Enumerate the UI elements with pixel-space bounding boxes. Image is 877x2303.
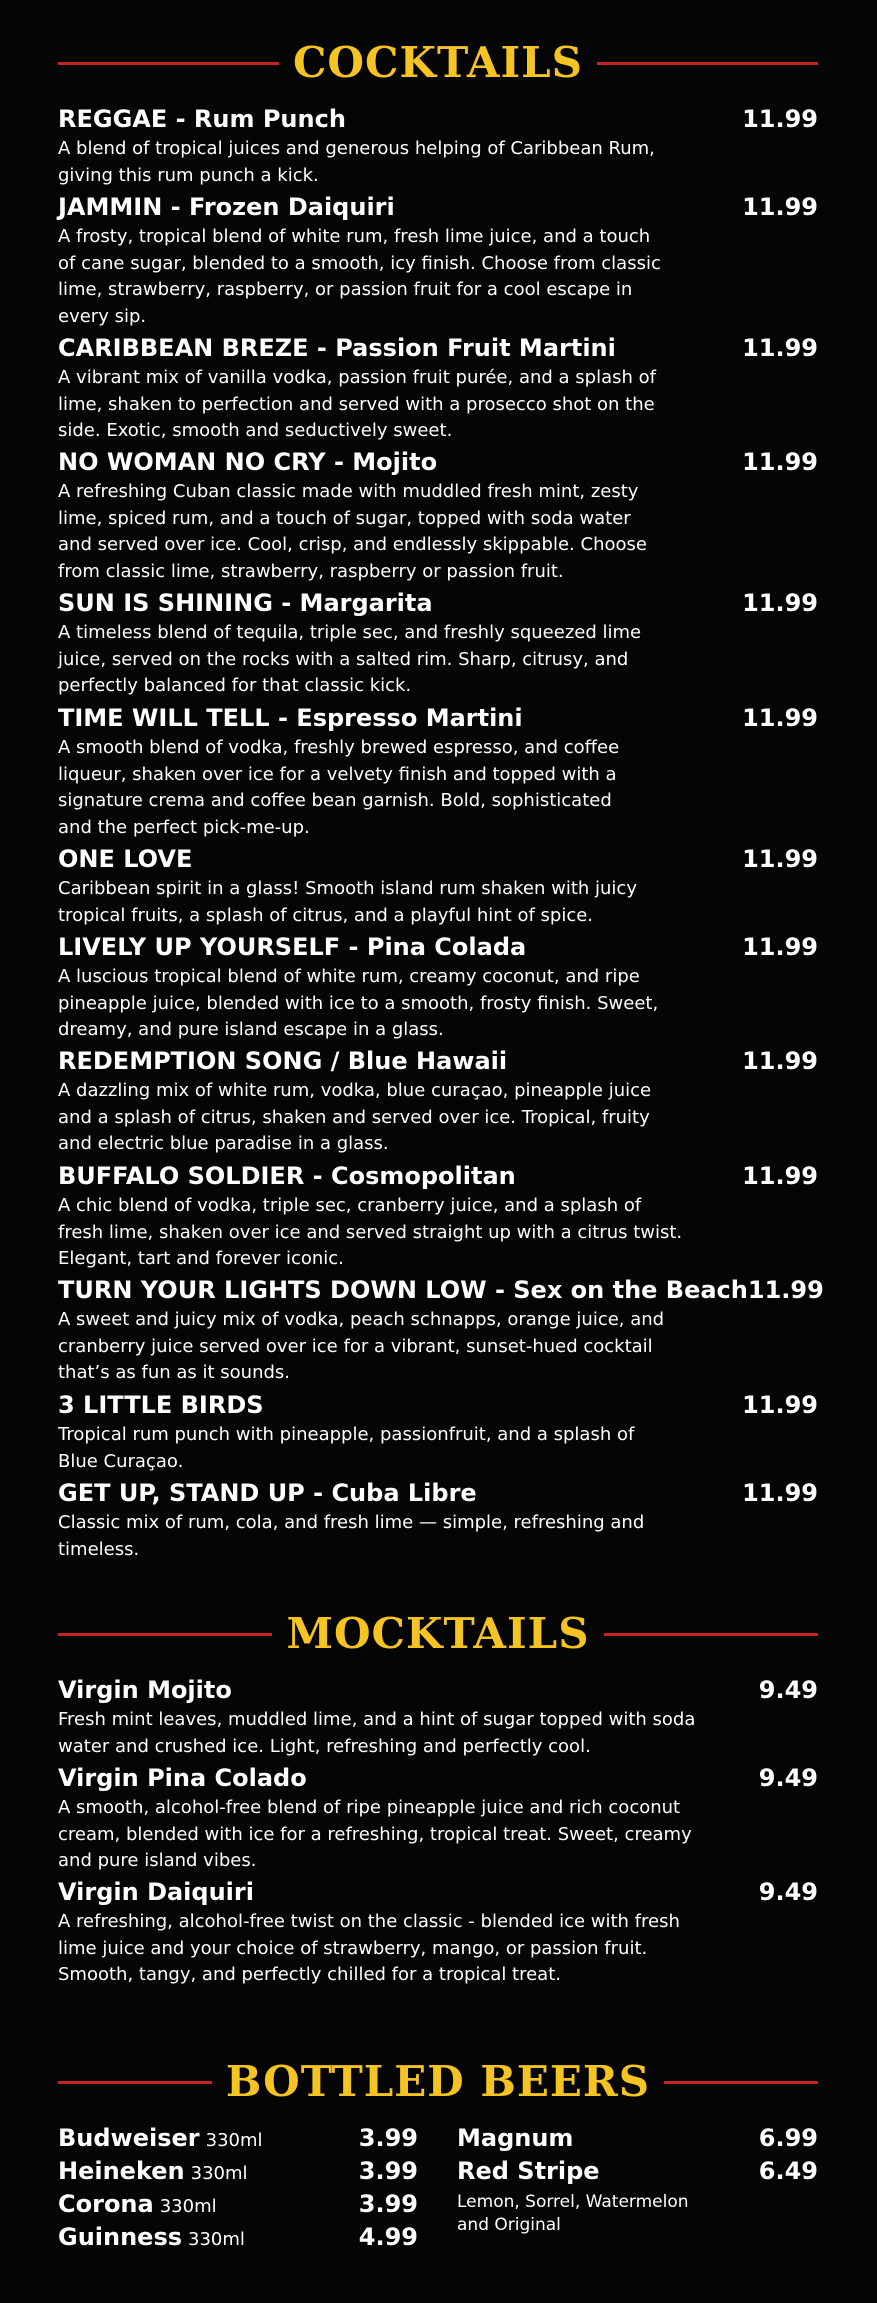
item-description: A smooth blend of vodka, freshly brewed espresso, and coffee liqueur, shaken over ice for a velvety finish and topped with a signature crema and coffee bean garnish. Bold, sophisticated and the perfect pick-me-up. [58, 737, 620, 838]
item-description: A smooth, alcohol-free blend of ripe pineapple juice and rich coconut cream, blended with ice for a refreshing, tropical treat. Sweet, creamy and pure island vibes. [58, 1797, 692, 1871]
beer-size: 330ml [205, 2130, 263, 2151]
beer-row [457, 2124, 818, 2157]
beer-price: 6.49 [758, 2157, 818, 2185]
beer-name: Red Stripe [457, 2157, 600, 2185]
cocktails-header [58, 38, 818, 87]
item-name: Virgin Pina Colado [58, 1764, 307, 1792]
beer-price: 3.99 [358, 2190, 418, 2218]
beer-name: Heineken [58, 2157, 185, 2185]
item-name: ONE LOVE [58, 845, 193, 873]
mocktail-item [58, 1763, 818, 1875]
beers-left-column [58, 2124, 418, 2256]
beer-name: Guinness [58, 2223, 183, 2251]
beers-title: BOTTLED BEERS [225, 2057, 651, 2106]
item-name: BUFFALO SOLDIER - Cosmopolitan [58, 1162, 516, 1190]
item-price: 11.99 [742, 704, 818, 732]
header-rule-right [597, 62, 818, 65]
item-price: 11.99 [742, 448, 818, 476]
item-name: TURN YOUR LIGHTS DOWN LOW - Sex on the Beach [58, 1276, 748, 1304]
item-description: A vibrant mix of vanilla vodka, passion fruit purée, and a splash of lime, shaken to perfection and served with a prosecco shot on the side. Exotic, smooth and seductively sweet. [58, 367, 656, 441]
beers-header [58, 2057, 818, 2106]
cocktail-item [58, 1161, 818, 1273]
cocktail-item [58, 1478, 818, 1563]
item-description: A frosty, tropical blend of white rum, fresh lime juice, and a touch of cane sugar, blended to a smooth, icy finish. Choose from classic lime, strawberry, raspberry, or passion fruit for a cool escape in every sip. [58, 226, 661, 327]
beer-row [58, 2190, 418, 2223]
beer-price: 4.99 [358, 2223, 418, 2251]
header-rule-right [604, 1633, 818, 1636]
beer-price: 6.99 [758, 2124, 818, 2152]
item-price: 9.49 [758, 1764, 818, 1792]
item-description: A blend of tropical juices and generous helping of Caribbean Rum, giving this rum punch a kick. [58, 138, 655, 186]
beers-right-column [457, 2124, 818, 2237]
item-description: A chic blend of vodka, triple sec, cranberry juice, and a splash of fresh lime, shaken over ice and served straight up with a citrus twist. Elegant, tart and forever iconic. [58, 1195, 683, 1269]
item-description: Fresh mint leaves, muddled lime, and a hint of sugar topped with soda water and crushed ice. Light, refreshing and perfectly cool. [58, 1709, 696, 1757]
item-description: A refreshing Cuban classic made with muddled fresh mint, zesty lime, spiced rum, and a touch of sugar, topped with soda water and served over ice. Cool, crisp, and endlessly skippable. Choose from classic lime, strawberry, raspberry or passion fruit. [58, 481, 647, 582]
item-name: GET UP, STAND UP - Cuba Libre [58, 1479, 477, 1507]
item-description: Caribbean spirit in a glass! Smooth island rum shaken with juicy tropical fruits, a splash of citrus, and a playful hint of spice. [58, 878, 637, 926]
beer-size: 330ml [159, 2196, 217, 2217]
item-price: 11.99 [742, 589, 818, 617]
header-rule-right [664, 2081, 818, 2084]
item-price: 11.99 [742, 105, 818, 133]
header-rule-left [58, 1633, 272, 1636]
item-description: Classic mix of rum, cola, and fresh lime — simple, refreshing and timeless. [58, 1512, 645, 1560]
beer-row [58, 2223, 418, 2256]
item-price: 11.99 [742, 1162, 818, 1190]
mocktail-item [58, 1675, 818, 1760]
item-price: 9.49 [758, 1878, 818, 1906]
item-description: A luscious tropical blend of white rum, creamy coconut, and ripe pineapple juice, blended with ice to a smooth, frosty finish. Sweet, dreamy, and pure island escape in a glass. [58, 966, 659, 1040]
item-name: Virgin Daiquiri [58, 1878, 254, 1906]
beer-size: 330ml [190, 2163, 248, 2184]
item-price: 11.99 [747, 1276, 824, 1304]
item-price: 11.99 [742, 933, 818, 961]
cocktail-item [58, 447, 818, 585]
cocktail-item [58, 333, 818, 445]
item-name: SUN IS SHINING - Margarita [58, 589, 433, 617]
header-rule-left [58, 2081, 212, 2084]
mocktails-title: MOCKTAILS [286, 1609, 590, 1658]
item-description: A dazzling mix of white rum, vodka, blue curaçao, pineapple juice and a splash of citrus, shaken and served over ice. Tropical, fruity and electric blue paradise in a glass. [58, 1080, 652, 1154]
item-price: 11.99 [742, 334, 818, 362]
item-name: LIVELY UP YOURSELF - Pina Colada [58, 933, 527, 961]
mocktails-header [58, 1609, 818, 1658]
mocktail-item [58, 1877, 818, 1989]
item-description: Tropical rum punch with pineapple, passionfruit, and a splash of Blue Curaçao. [58, 1424, 635, 1472]
beer-name: Magnum [457, 2124, 574, 2152]
beer-name: Budweiser [58, 2124, 200, 2152]
cocktails-title: COCKTAILS [293, 38, 583, 87]
cocktail-item [58, 104, 818, 189]
cocktail-item [58, 588, 818, 700]
cocktail-item [58, 703, 818, 841]
item-name: Virgin Mojito [58, 1676, 232, 1704]
cocktail-item [58, 1390, 818, 1475]
beer-row [58, 2157, 418, 2190]
beer-size: 330ml [188, 2229, 245, 2250]
item-name: REDEMPTION SONG / Blue Hawaii [58, 1047, 508, 1075]
item-price: 11.99 [742, 1047, 818, 1075]
cocktail-item [58, 1275, 824, 1387]
beer-flavours-note: Lemon, Sorrel, Watermelon and Original [457, 2192, 689, 2235]
beer-row [457, 2157, 818, 2190]
item-price: 11.99 [742, 845, 818, 873]
beer-name: Corona [58, 2190, 154, 2218]
cocktail-item [58, 1046, 818, 1158]
item-price: 11.99 [742, 1391, 818, 1419]
cocktail-item [58, 844, 818, 929]
item-name: NO WOMAN NO CRY - Mojito [58, 448, 438, 476]
cocktail-item [58, 932, 818, 1044]
beer-price: 3.99 [358, 2124, 418, 2152]
item-name: REGGAE - Rum Punch [58, 105, 346, 133]
item-price: 11.99 [742, 193, 818, 221]
item-name: TIME WILL TELL - Espresso Martini [58, 704, 523, 732]
item-description: A timeless blend of tequila, triple sec, and freshly squeezed lime juice, served on the rocks with a salted rim. Sharp, citrusy, and perfectly balanced for that classic kick. [58, 622, 642, 696]
item-name: JAMMIN - Frozen Daiquiri [58, 193, 395, 221]
item-name: 3 LITTLE BIRDS [58, 1391, 264, 1419]
item-description: A refreshing, alcohol-free twist on the classic - blended ice with fresh lime juice and your choice of strawberry, mango, or passion fruit. Smooth, tangy, and perfectly chilled for a tropical treat. [58, 1911, 680, 1985]
item-price: 11.99 [742, 1479, 818, 1507]
header-rule-left [58, 62, 279, 65]
beer-row [58, 2124, 418, 2157]
item-name: CARIBBEAN BREZE - Passion Fruit Martini [58, 334, 616, 362]
item-description: A sweet and juicy mix of vodka, peach schnapps, orange juice, and cranberry juice served over ice for a vibrant, sunset-hued cocktail that’s as fun as it sounds. [58, 1309, 665, 1383]
cocktail-item [58, 192, 818, 330]
item-price: 9.49 [758, 1676, 818, 1704]
beer-price: 3.99 [358, 2157, 418, 2185]
